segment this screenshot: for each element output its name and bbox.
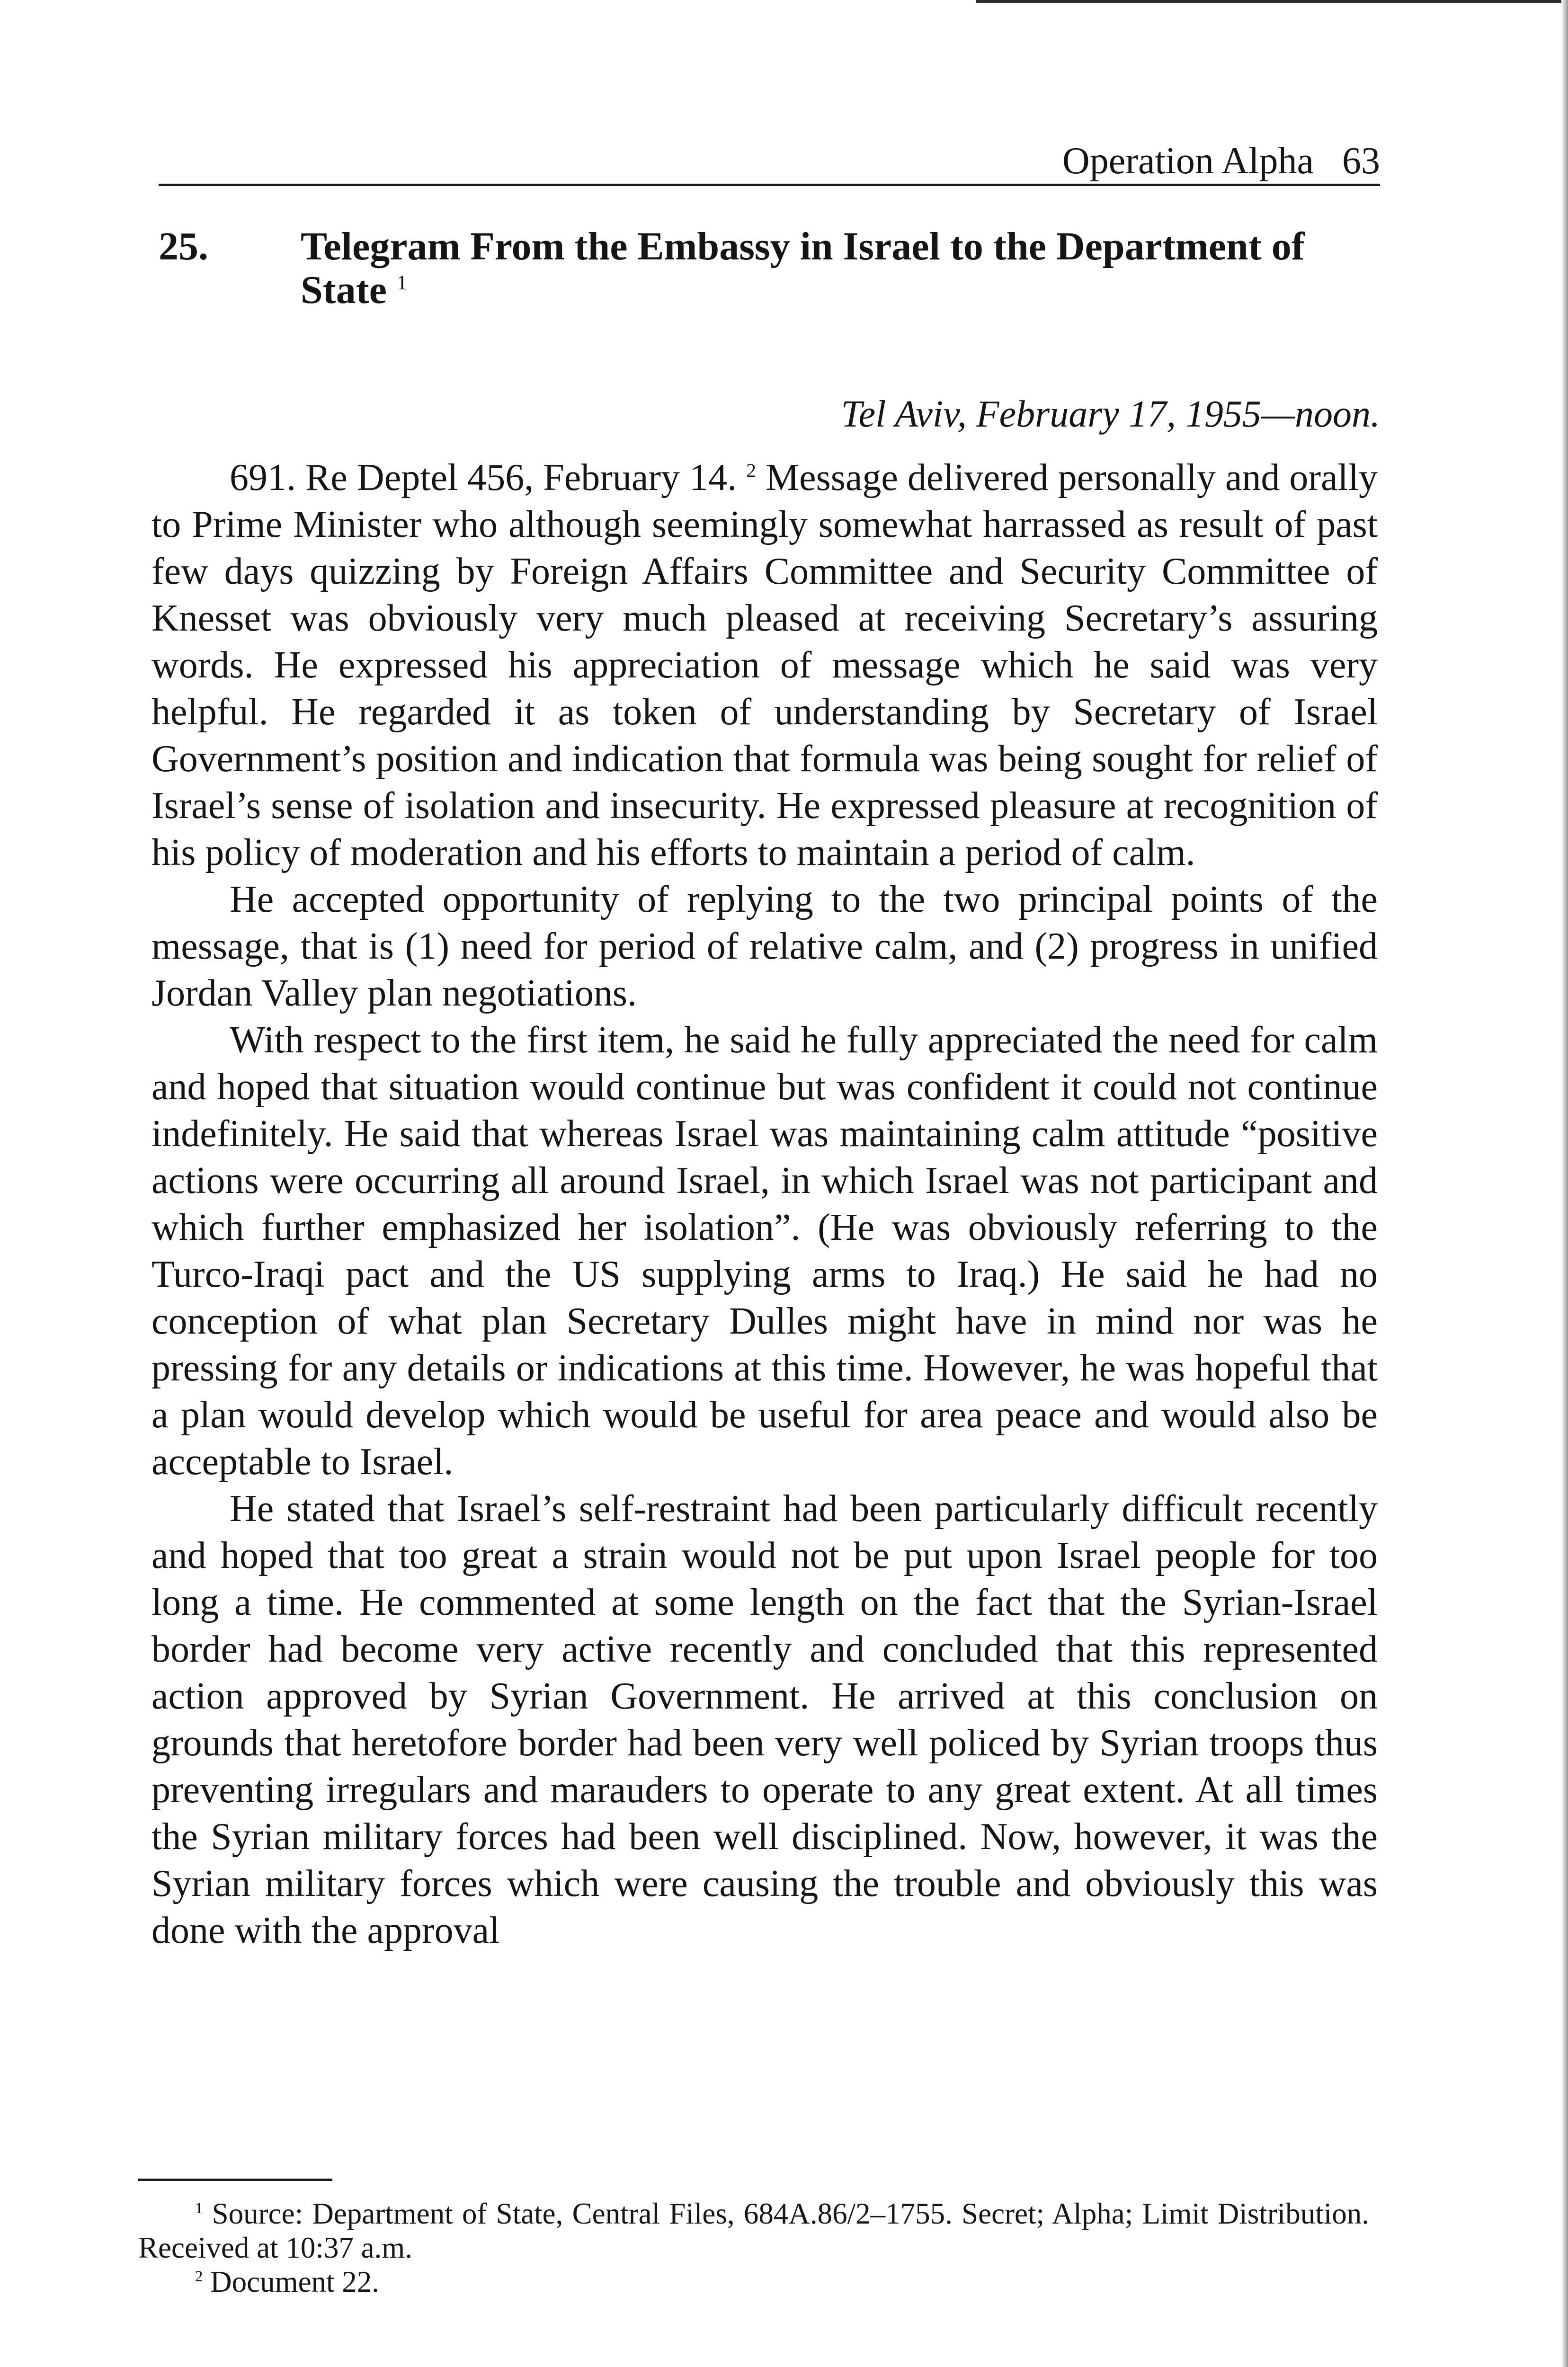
footnote-2-marker: 2 [195, 2268, 203, 2285]
document-number: 25. [159, 224, 208, 268]
running-head [159, 138, 1380, 186]
footnote-ref-2: 2 [746, 459, 756, 481]
footnote-1-text: Source: Department of State, Central Files, 684A.86/2–1755. Secret; Alpha; Limit Distribution. Received at 10:37 a.m. [138, 2197, 1369, 2264]
footnote-1-marker: 1 [195, 2200, 203, 2217]
document-heading [159, 225, 1390, 312]
running-head-title: Operation Alpha [1062, 140, 1314, 182]
scan-right-edge [1561, 0, 1568, 2367]
footnote-ref-1: 1 [396, 271, 407, 294]
paragraph-1-lead: 691. Re Deptel 456, February 14. [230, 457, 737, 498]
paragraph-3: With respect to the first item, he said he fully appreciated the need for calm and hoped that situation would continue but was confident it could not continue indefinitely. He said that whereas Israel was maintaining calm attitude “positive actions were occurring all around Israel, in which Israel was not participant and which further emphasized her isolation”. (He was obviously referring to the Turco-Iraqi pact and the US supplying arms to Iraq.) He said he had no conception of what plan Secretary Dulles might have in mind nor was he pressing for any details or indications at this time. However, he was hopeful that a plan would develop which would be useful for area peace and would also be acceptable to Israel. [151, 1019, 1378, 1483]
page-number: 63 [1342, 140, 1380, 182]
paragraph-1-text: Message delivered personally and orally to Prime Minister who although seemingly somewhat harrassed as result of past few days quizzing by Foreign Affairs Committee and Security Committee of Knesset was obviously very much pleased at receiving Secretary’s assuring words. He expressed his appreciation of message which he said was very helpful. He regarded it as token of understanding by Secretary of Israel Government’s position and indication that formula was being sought for relief of Israel’s sense of isolation and insecurity. He expressed pleasure at recognition of his policy of moderation and his efforts to maintain a period of calm. [151, 457, 1378, 873]
body-text [151, 454, 1378, 1954]
dateline: Tel Aviv, February 17, 1955—noon. [841, 393, 1380, 435]
paragraph-1 [151, 454, 1378, 876]
footnotes [138, 2197, 1369, 2299]
footnote-2 [138, 2265, 1369, 2299]
paragraph-2: He accepted opportunity of replying to the two principal points of the message, that is (1) need for period of relative calm, and (2) progress in unified Jordan Valley plan negotiations. [151, 879, 1378, 1014]
document-title: Telegram From the Embassy in Israel to the Department of State [301, 224, 1305, 312]
scan-top-edge [976, 0, 1568, 3]
footnote-rule [138, 2179, 332, 2181]
paragraph-4: He stated that Israel’s self-restraint had been particularly difficult recently and hoped that too great a strain would not be put upon Israel people for too long a time. He commented at some length on the fact that the Syrian-Israel border had become very active recently and concluded that this represented action approved by Syrian Government. He arrived at this conclusion on grounds that heretofore border had been very well policed by Syrian troops thus preventing irregulars and marauders to operate to any great extent. At all times the Syrian military forces had been well disciplined. Now, however, it was the Syrian military forces which were causing the trouble and obviously this was done with the approval [151, 1488, 1378, 1951]
footnote-2-text: Document 22. [210, 2265, 380, 2298]
document-title-block [301, 225, 1390, 312]
footnote-1 [138, 2197, 1369, 2265]
